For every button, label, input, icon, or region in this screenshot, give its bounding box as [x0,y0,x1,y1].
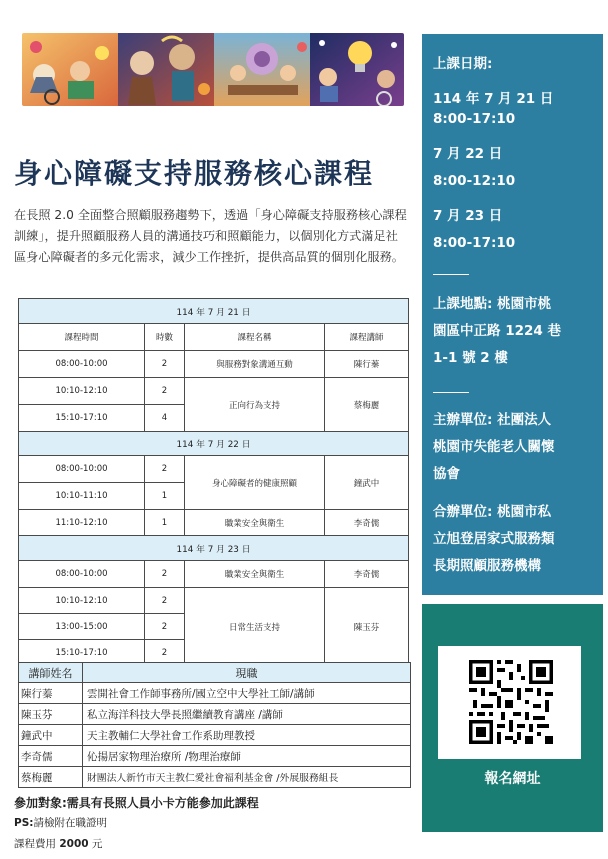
instructor-name: 鐘武中 [19,725,83,746]
cell-time: 10:10-12:10 [19,588,145,614]
page-title: 身心障礙支持服務核心課程 [14,157,375,190]
fee-unit: 元 [91,838,103,850]
qr-code-icon [438,646,581,759]
instructor-job: 天主教輔仁大學社會工作系助理教授 [83,725,411,746]
table-row [19,351,409,378]
col-header-name: 講師姓名 [19,663,83,683]
cell-time: 15:10-17:10 [19,640,145,666]
location-line-3: 1-1 號 2 樓 [433,350,508,366]
instructor-name: 陳玉芬 [19,704,83,725]
fee-amount: 2000 [59,838,89,850]
date-1: 114 年 7 月 21 日 [433,91,554,107]
schedule-table [18,298,409,666]
qr-code[interactable] [438,646,581,759]
time-3: 8:00-17:10 [433,235,516,251]
table-row [19,561,409,588]
instructor-header-row [19,663,411,683]
date-heading: 上課日期: [433,56,493,72]
coorganizer-line-2: 立旭登居家式服務類 [433,531,555,547]
ps-label: PS: [14,817,34,829]
coorganizer-line-3: 長期照顧服務機構 [433,558,541,574]
instructor-row [19,746,411,767]
cell-hours: 2 [145,614,185,640]
instructor-row [19,683,411,704]
banner-image [22,33,404,106]
table-row [19,456,409,483]
schedule-day-header: 114 年 7 月 22 日 [19,432,409,456]
instructor-table [18,662,411,788]
time-1: 8:00-17:10 [433,111,516,127]
cell-course: 正向行為支持 [185,378,325,432]
table-row [19,510,409,536]
col-header-time: 課程時間 [19,324,145,351]
cell-course: 職業安全與衛生 [185,510,325,536]
registration-panel [422,604,603,832]
divider [433,392,469,393]
intro-paragraph: 在長照 2.0 全面整合照顧服務趨勢下，透過「身心障礙支持服務核心課程訓練」，提升照顧服務人員的溝通技巧和照顧能力，以個別化方式滿足社區身心障礙者的多元化需求，減少工作挫折，提供高品質的個別化服務。 [14,208,407,264]
cell-course: 職業安全與衛生 [185,561,325,588]
time-2: 8:00-12:10 [433,173,516,189]
organizer-line-3: 協會 [433,466,460,482]
coorganizer-line-1: 合辦單位: 桃園市私 [433,504,552,520]
cell-hours: 2 [145,378,185,405]
cell-teacher: 陳行蓁 [325,351,409,378]
cell-teacher: 陳玉芬 [325,588,409,666]
instructor-job: 私立海洋科技大學長照繼續教育講座 /講師 [83,704,411,725]
cell-teacher: 鐘武中 [325,456,409,510]
cell-time: 11:10-12:10 [19,510,145,536]
organizer-line-2: 桃園市失能老人關懷 [433,439,555,455]
table-header-row [19,324,409,351]
date-2: 7 月 22 日 [433,146,503,162]
table-row [19,378,409,405]
ps-note [14,815,107,830]
date-3: 7 月 23 日 [433,208,503,224]
instructor-row [19,725,411,746]
cell-time: 08:00-10:00 [19,351,145,378]
audience-note: 參加對象:需具有長照人員小卡方能參加此課程 [14,796,259,810]
cell-hours: 2 [145,456,185,483]
cell-teacher: 蔡梅麗 [325,378,409,432]
schedule-day-header: 114 年 7 月 23 日 [19,536,409,561]
cell-hours: 4 [145,405,185,432]
cell-hours: 2 [145,588,185,614]
cell-time: 13:00-15:00 [19,614,145,640]
cell-teacher: 李奇儒 [325,561,409,588]
cell-hours: 2 [145,561,185,588]
cell-time: 10:10-11:10 [19,483,145,510]
instructor-row [19,767,411,788]
info-sidebar [422,34,603,595]
location-line-2: 園區中正路 1224 巷 [433,323,561,339]
cell-hours: 2 [145,640,185,666]
cell-time: 08:00-10:00 [19,456,145,483]
instructor-row [19,704,411,725]
col-header-teacher: 課程講師 [325,324,409,351]
cell-hours: 2 [145,351,185,378]
banner-illustration [22,33,404,106]
location-line-1: 上課地點: 桃園市桃 [433,296,552,312]
divider [433,274,469,275]
cell-course: 與服務對象溝通互動 [185,351,325,378]
fee-label: 課程費用 [14,838,56,850]
instructor-name: 蔡梅麗 [19,767,83,788]
cell-teacher: 李奇儒 [325,510,409,536]
register-link-label[interactable]: 報名網址 [484,771,541,787]
instructor-job: 財團法人新竹市天主教仁愛社會福利基金會 /外展服務組長 [83,767,411,788]
instructor-name: 陳行蓁 [19,683,83,704]
cell-hours: 1 [145,510,185,536]
col-header-course: 課程名稱 [185,324,325,351]
instructor-job: 伈揚居家物理治療所 /物理治療師 [83,746,411,767]
col-header-hours: 時數 [145,324,185,351]
cell-time: 10:10-12:10 [19,378,145,405]
table-row [19,588,409,614]
fee-note [14,836,102,851]
cell-time: 15:10-17:10 [19,405,145,432]
schedule-day-header: 114 年 7 月 21 日 [19,299,409,324]
organizer-line-1: 主辦單位: 社團法人 [433,412,552,428]
ps-text: 請檢附在職證明 [33,817,107,829]
cell-course: 身心障礙者的健康照顧 [185,456,325,510]
col-header-job: 現職 [83,663,411,683]
cell-course: 日常生活支持 [185,588,325,666]
cell-hours: 1 [145,483,185,510]
instructor-job: 雲開社會工作師事務所/國立空中大學社工師/講師 [83,683,411,704]
instructor-name: 李奇儒 [19,746,83,767]
cell-time: 08:00-10:00 [19,561,145,588]
